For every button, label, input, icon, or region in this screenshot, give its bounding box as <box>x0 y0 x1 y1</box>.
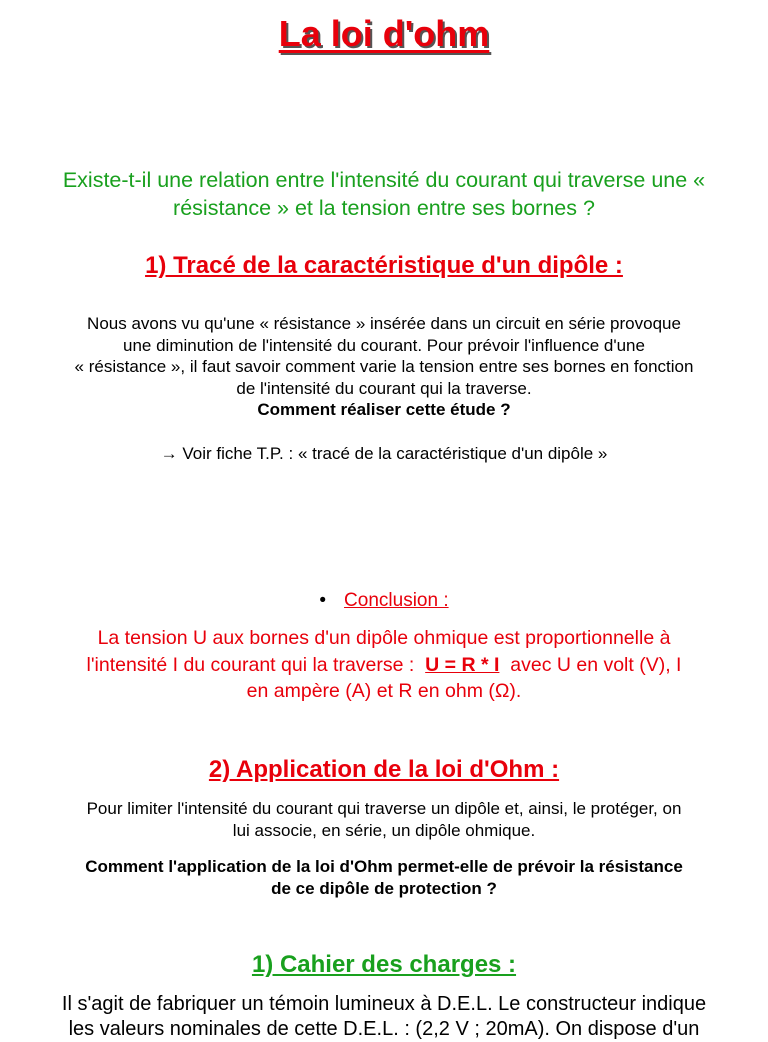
section1-paragraph <box>28 313 740 421</box>
subsection1-line: les valeurs nominales de cette D.E.L. : (2,2 V ; 20mA). On dispose d'un <box>68 1018 700 1040</box>
section2-heading: 2) Application de la loi d'Ohm : <box>208 756 560 783</box>
section2-question <box>28 856 740 899</box>
section2-line: Pour limiter l'intensité du courant qui traverse un dipôle et, ainsi, le protéger, on <box>86 799 682 818</box>
section2-paragraph <box>28 798 740 841</box>
conclusion-line-start: l'intensité I du courant qui la traverse : <box>86 653 415 676</box>
conclusion-bullet-row <box>0 588 768 614</box>
conclusion-line: La tension U aux bornes d'un dipôle ohmique est proportionnelle à <box>97 627 671 649</box>
conclusion-label: Conclusion : <box>344 590 449 611</box>
conclusion-line: en ampère (A) et R en ohm (Ω). <box>246 680 522 702</box>
section2-question-line: Comment l'application de la loi d'Ohm permet-elle de prévoir la résistance <box>85 857 683 876</box>
section1-line: Nous avons vu qu'une « résistance » insérée dans un circuit en série provoque <box>87 314 681 333</box>
intro-question: Existe-t-il une relation entre l'intensité du courant qui traverse une « résistance » et la tension entre ses bornes ? <box>62 168 706 220</box>
tp-reference: → Voir fiche T.P. : « tracé de la caractéristique d'un dipôle » <box>160 444 608 463</box>
section1-line: de l'intensité du courant qui la traverse. <box>236 378 532 398</box>
conclusion-line-end: avec U en volt (V), I <box>510 653 682 676</box>
bullet-icon: • <box>319 590 327 611</box>
section2-question-line: de ce dipôle de protection ? <box>271 878 497 898</box>
section1-heading: 1) Tracé de la caractéristique d'un dipôle : <box>145 252 623 279</box>
subsection1-paragraph <box>0 992 768 1042</box>
conclusion-line <box>30 652 738 679</box>
section2-line: lui associe, en série, un dipôle ohmique. <box>232 820 536 840</box>
section1-line: « résistance », il faut savoir comment varie la tension entre ses bornes en fonction <box>74 357 694 376</box>
section1-line: une diminution de l'intensité du courant. Pour prévoir l'influence d'une <box>123 335 645 355</box>
subsection1-heading: 1) Cahier des charges : <box>251 951 517 978</box>
conclusion-text <box>30 625 738 705</box>
ohm-formula: U = R * I <box>425 653 500 676</box>
subsection1-line: Il s'agit de fabriquer un témoin lumineux à D.E.L. Le constructeur indique <box>61 993 707 1015</box>
section1-question: Comment réaliser cette étude ? <box>257 400 511 419</box>
page-title: La loi d'ohm <box>278 13 490 54</box>
